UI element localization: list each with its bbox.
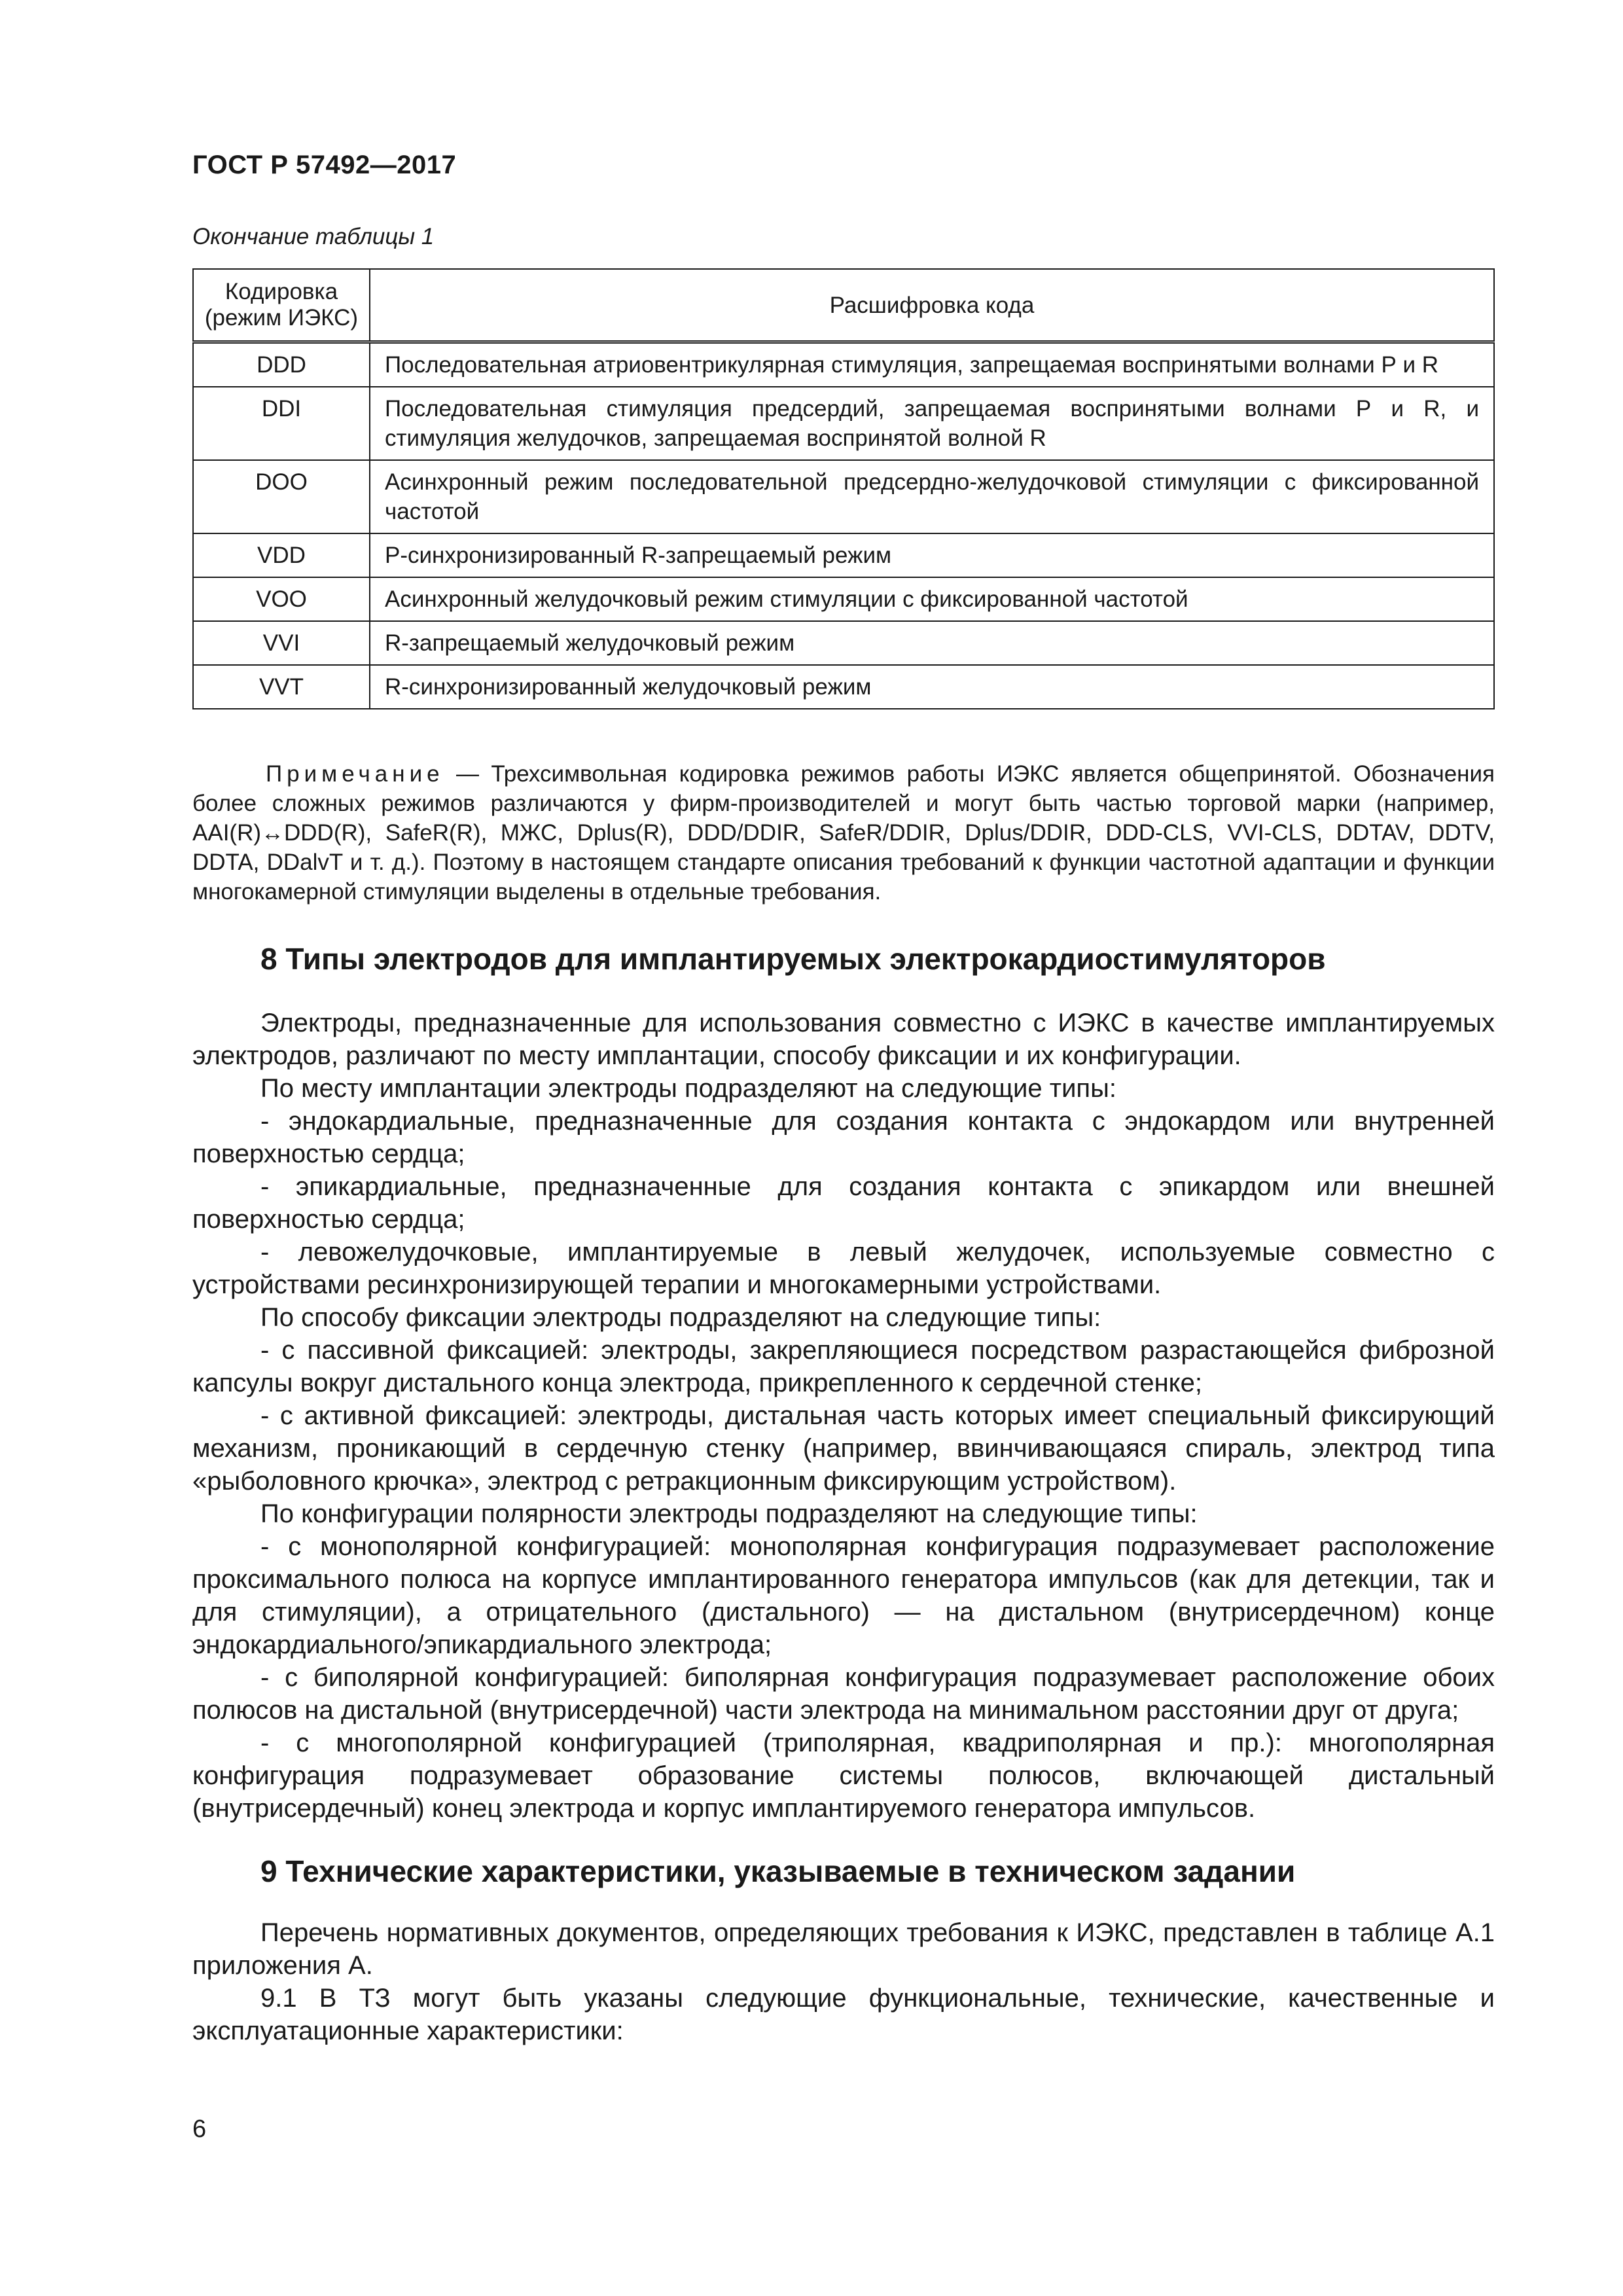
row-code: VVI	[193, 621, 370, 665]
document-code: ГОСТ Р 57492—2017	[192, 151, 457, 179]
paragraph: - с активной фиксацией: электроды, дистальная часть которых имеет специальный фиксирующий механизм, проникающий в сердечную стенку (например, ввинчивающаяся спираль, электрод типа «рыболовного крючка», электрод с ретракционным фиксирующим устройством).	[192, 1401, 1495, 1496]
row-code: DDD	[193, 342, 370, 387]
table-row	[193, 577, 1494, 621]
paragraph: - с многополярной конфигурацией (триполярная, квадриполярная и пр.): многополярная конфигурация подразумевает образование системы полюсов, включающей дистальный (внутрисердечный) конец электрода и корпус имплантируемого генератора импульсов.	[192, 1729, 1495, 1823]
paragraph: 9.1 В ТЗ могут быть указаны следующие функциональные, технические, качественные и эксплуатационные характеристики:	[192, 1984, 1495, 2045]
note-text: — Трехсимвольная кодировка режимов работы ИЭКС является общепринятой. Обозначения более сложных режимов различаются у фирм-производителей и могут быть частью торговой марки (например, AAI(R)↔DDD(R), SafeR(R), МЖС, Dplus(R), DDD/DDIR, SafeR/DDIR, Dplus/DDIR, DDD-CLS, VVI-CLS, DDTAV, DDTV, DDTA, DDalvT и т. д.). Поэтому в настоящем стандарте описания требований к функции частотной адаптации и функции многокамерной стимуляции выделены в отдельные требования.	[192, 761, 1495, 905]
codes-table	[192, 268, 1495, 709]
row-description: Асинхронный желудочковый режим стимуляции с фиксированной частотой	[370, 577, 1494, 621]
paragraph: - с монополярной конфигурацией: монополярная конфигурация подразумевает расположение проксимального полюса на корпусе имплантированного генератора импульсов (как для детекции, так и для стимуляции), а отрицательного (дистального) — на дистальном (внутрисердечном) конце эндокардиального/эпикардиального электрода;	[192, 1532, 1495, 1659]
table-note	[192, 759, 1495, 906]
paragraph: По месту имплантации электроды подразделяют на следующие типы:	[260, 1074, 1116, 1103]
table-row	[193, 387, 1494, 460]
section-8-heading: 8 Типы электродов для имплантируемых электрокардиостимуляторов	[260, 942, 1326, 976]
section-9-heading: 9 Технические характеристики, указываемые в техническом задании	[260, 1854, 1296, 1888]
row-code: DOO	[193, 460, 370, 533]
paragraph: - левожелудочковые, имплантируемые в левый желудочек, используемые совместно с устройствами ресинхронизирующей терапии и многокамерными устройствами.	[192, 1238, 1495, 1299]
row-description: R-синхронизированный желудочковый режим	[370, 665, 1494, 709]
table-caption: Окончание таблицы 1	[192, 224, 435, 249]
table-row	[193, 621, 1494, 665]
row-description: Р-синхронизированный R-запрещаемый режим	[370, 533, 1494, 577]
paragraph: По способу фиксации электроды подразделяют на следующие типы:	[260, 1303, 1101, 1332]
table-row	[193, 342, 1494, 387]
section-9-body	[192, 1916, 1495, 2047]
table-row	[193, 460, 1494, 533]
row-description: Последовательная стимуляция предсердий, запрещаемая воспринятыми волнами Р и R, и стимуляция желудочков, запрещаемая воспринятой волной R	[370, 387, 1494, 460]
paragraph: - эпикардиальные, предназначенные для создания контакта с эпикардом или внешней поверхностью сердца;	[192, 1172, 1495, 1234]
paragraph: - эндокардиальные, предназначенные для создания контакта с эндокардом или внутренней поверхностью сердца;	[192, 1107, 1495, 1168]
table-row	[193, 533, 1494, 577]
section-8-body	[192, 1007, 1495, 1825]
row-code: DDI	[193, 387, 370, 460]
column-header-description: Расшифровка кода	[370, 269, 1494, 342]
note-label: Примечание	[266, 761, 444, 787]
row-description: Асинхронный режим последовательной предсердно-желудочковой стимуляции с фиксированной частотой	[370, 460, 1494, 533]
row-description: Последовательная атриовентрикулярная стимуляция, запрещаемая воспринятыми волнами Р и R	[370, 342, 1494, 387]
table-row	[193, 665, 1494, 709]
column-header-code: Кодировка (режим ИЭКС)	[193, 269, 370, 342]
row-code: VOO	[193, 577, 370, 621]
table-header-row	[193, 269, 1494, 342]
row-code: VVT	[193, 665, 370, 709]
paragraph: Перечень нормативных документов, определяющих требования к ИЭКС, представлен в таблице А.1 приложения А.	[192, 1918, 1495, 1980]
paragraph: - с биполярной конфигурацией: биполярная конфигурация подразумевает расположение обоих полюсов на дистальной (внутрисердечной) части электрода на минимальном расстоянии друг от друга;	[192, 1663, 1495, 1725]
page-number: 6	[192, 2115, 207, 2143]
row-code: VDD	[193, 533, 370, 577]
row-description: R-запрещаемый желудочковый режим	[370, 621, 1494, 665]
paragraph: Электроды, предназначенные для использования совместно с ИЭКС в качестве имплантируемых электродов, различают по месту имплантации, способу фиксации и их конфигурации.	[192, 1009, 1495, 1070]
paragraph: - с пассивной фиксацией: электроды, закрепляющиеся посредством разрастающейся фиброзной капсулы вокруг дистального конца электрода, прикрепленного к сердечной стенке;	[192, 1336, 1495, 1397]
paragraph: По конфигурации полярности электроды подразделяют на следующие типы:	[260, 1499, 1198, 1528]
